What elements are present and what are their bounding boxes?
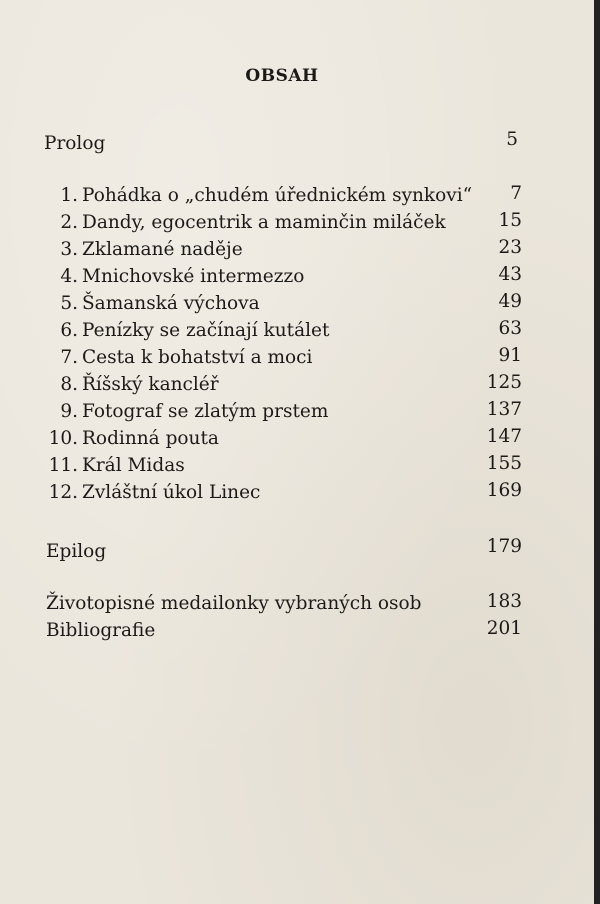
- chapter-number: 1.: [60, 185, 78, 206]
- chapter-page: 43: [498, 264, 522, 285]
- chapter-page: 49: [498, 291, 522, 312]
- chapter-title: Rodinná pouta: [82, 428, 219, 449]
- chapter-title: Mnichovské intermezzo: [82, 266, 305, 287]
- chapter-number: 12.: [48, 482, 78, 503]
- toc-chapter-7: [22, 347, 422, 369]
- chapter-title: Pohádka o „chudém úřednickém synkovi“: [82, 185, 473, 206]
- chapter-number: 8.: [60, 374, 78, 395]
- chapter-title: Penízky se začínají kutálet: [82, 320, 330, 341]
- toc-prolog-page: 5: [506, 129, 518, 150]
- toc-chapter-3: [22, 239, 422, 261]
- chapter-title: Dandy, egocentrik a maminčin miláček: [82, 212, 446, 233]
- chapter-page: 125: [486, 372, 522, 393]
- page-title: OBSAH: [245, 66, 319, 86]
- toc-chapter-1: [22, 185, 473, 207]
- chapter-number: 6.: [60, 320, 78, 341]
- chapter-title: Fotograf se zlatým prstem: [82, 401, 329, 422]
- chapter-title: Zvláštní úkol Linec: [82, 482, 261, 503]
- chapter-title: Cesta k bohatství a moci: [82, 347, 313, 368]
- chapter-page: 7: [510, 183, 522, 204]
- chapter-page: 15: [498, 210, 522, 231]
- toc-epilog-page: 179: [486, 536, 522, 557]
- chapter-page: 169: [486, 480, 522, 501]
- chapter-number: 11.: [48, 455, 78, 476]
- page-edge-shadow: [594, 0, 600, 904]
- chapter-page: 155: [486, 453, 522, 474]
- chapter-title: Říšský kancléř: [82, 374, 219, 395]
- chapter-number: 2.: [60, 212, 78, 233]
- toc-chapter-2: [22, 212, 446, 234]
- chapter-page: 147: [486, 426, 522, 447]
- toc-chapter-6: [22, 320, 422, 342]
- toc-chapter-9: [22, 401, 422, 423]
- toc-chapter-4: [22, 266, 422, 288]
- chapter-number: 3.: [60, 239, 78, 260]
- toc-chapter-12: [22, 482, 422, 504]
- chapter-number: 7.: [60, 347, 78, 368]
- toc-appendix-bibliography: Bibliografie: [46, 620, 156, 641]
- toc-appendix-biographies-page: 183: [486, 591, 522, 612]
- chapter-title: Král Midas: [82, 455, 185, 476]
- toc-chapter-8: [22, 374, 422, 396]
- toc-chapter-10: [22, 428, 422, 450]
- toc-chapter-11: [22, 455, 422, 477]
- chapter-title: Šamanská výchova: [82, 293, 260, 314]
- toc-epilog-title: Epilog: [46, 541, 107, 562]
- chapter-title: Zklamané naděje: [82, 239, 243, 260]
- chapter-page: 137: [486, 399, 522, 420]
- chapter-number: 4.: [60, 266, 78, 287]
- toc-appendix-biographies: Životopisné medailonky vybraných osob: [46, 593, 422, 614]
- toc-appendix-bibliography-page: 201: [486, 618, 522, 639]
- toc-chapter-5: [22, 293, 422, 315]
- chapter-number: 10.: [48, 428, 78, 449]
- chapter-number: 9.: [60, 401, 78, 422]
- chapter-page: 63: [498, 318, 522, 339]
- chapter-page: 23: [498, 237, 522, 258]
- toc-prolog-title: Prolog: [44, 133, 106, 154]
- chapter-number: 5.: [60, 293, 78, 314]
- chapter-page: 91: [498, 345, 522, 366]
